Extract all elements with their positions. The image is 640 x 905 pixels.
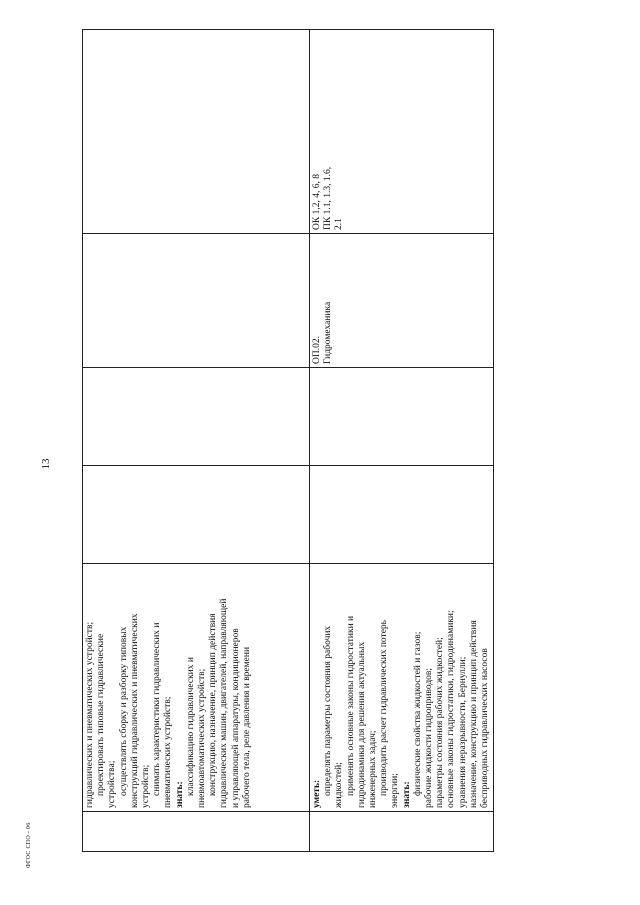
cell-text-line: снимать характеристики гидравлических и	[152, 622, 163, 796]
cell-text-line: основные законы гидростатики, гидродинамики;	[446, 610, 457, 808]
cell-text-line: определять параметры состояния рабочих	[323, 625, 334, 796]
cell-text-line: уметь:	[312, 779, 322, 808]
cell-text-line: рабочие жидкости гидроприводов;	[424, 667, 435, 808]
cell-text-line: конструкцию, назначение, принцип действия	[208, 613, 219, 796]
cell-text-line: рабочего тела, реле давления и времени	[241, 646, 252, 808]
cell-text-line: конструкций гидравлических и пневматических	[129, 613, 140, 808]
cell-text-line: пневмоавтоматических устройств;	[197, 668, 208, 808]
cell-text-line: жидкостей;	[334, 762, 345, 808]
cell-text-line: ПК 1.1, 1.3, 1.6,	[323, 166, 334, 230]
cell-text-line: параметры состояния рабочих жидкостей;	[435, 637, 446, 808]
table-cell-hours-class	[83, 368, 310, 466]
cell-text-line: бесприводных гидравлических насосов	[480, 648, 491, 808]
page-number-text: 13	[40, 458, 52, 470]
cell-text-line: классификацию гидравлических и	[185, 657, 196, 796]
cell-text-line: Гидромеханика	[323, 301, 334, 364]
cell-text-line: энергии;	[390, 773, 401, 808]
cell-text-line: устройства;	[107, 760, 118, 808]
table-cell-codes	[83, 30, 310, 234]
cell-text-line: проектировать типовые гидравлические	[96, 633, 107, 796]
table-cell-competencies	[83, 564, 310, 812]
cell-text-line: ОК 1,2, 4, 6, 8	[312, 174, 322, 230]
cell-text-line: 2.1	[334, 218, 345, 230]
table-cell-discipline	[310, 234, 494, 368]
cell-text-line: знать:	[174, 781, 185, 808]
table-cell-hours-max	[83, 466, 310, 564]
table-cell-hours-class	[310, 368, 494, 466]
table-cell-discipline	[83, 234, 310, 368]
cell-text-line: гидравлических машин, двигателей, направляющей	[219, 598, 230, 808]
cell-text-line: гидравлических и пневматических устройств;	[85, 621, 95, 808]
table-cell-competencies	[310, 564, 494, 812]
cell-text-line: назначение, конструкцию и принцип действия	[468, 620, 479, 808]
cell-text-line: применять основные законы гидростатики и	[345, 615, 356, 796]
page-number	[40, 458, 52, 470]
cell-text-line: знать:	[401, 781, 412, 808]
table-cell-index	[83, 812, 310, 852]
cell-text-line: уравнения неразрывности, Бернулли;	[457, 656, 468, 808]
cell-text-line: устройств;	[141, 764, 152, 808]
cell-text-line: физические свойства жидкостей и газов;	[412, 631, 423, 796]
table-row	[310, 30, 494, 852]
cell-text-line: ОП.02.	[312, 336, 322, 364]
table-cell-index	[310, 812, 494, 852]
curriculum-table-wrapper	[82, 30, 491, 852]
cell-text-line: производить расчет гидравлических потерь	[379, 619, 390, 796]
table-cell-codes	[310, 30, 494, 234]
cell-text-line: и управляющей аппаратуры, кондиционеров	[230, 628, 241, 808]
cell-text-line: гидродинамики для решения актуальных	[356, 641, 367, 808]
curriculum-table	[82, 29, 494, 852]
footer-text: ФГОС СПО - 06	[26, 822, 32, 868]
cell-text-line: инженерных задач;	[368, 730, 379, 808]
table-row	[83, 30, 310, 852]
cell-text-line: пневматических устройств;	[163, 696, 174, 808]
cell-text-line: осуществлять сборку и разборку типовых	[118, 626, 129, 796]
table-cell-hours-max	[310, 466, 494, 564]
